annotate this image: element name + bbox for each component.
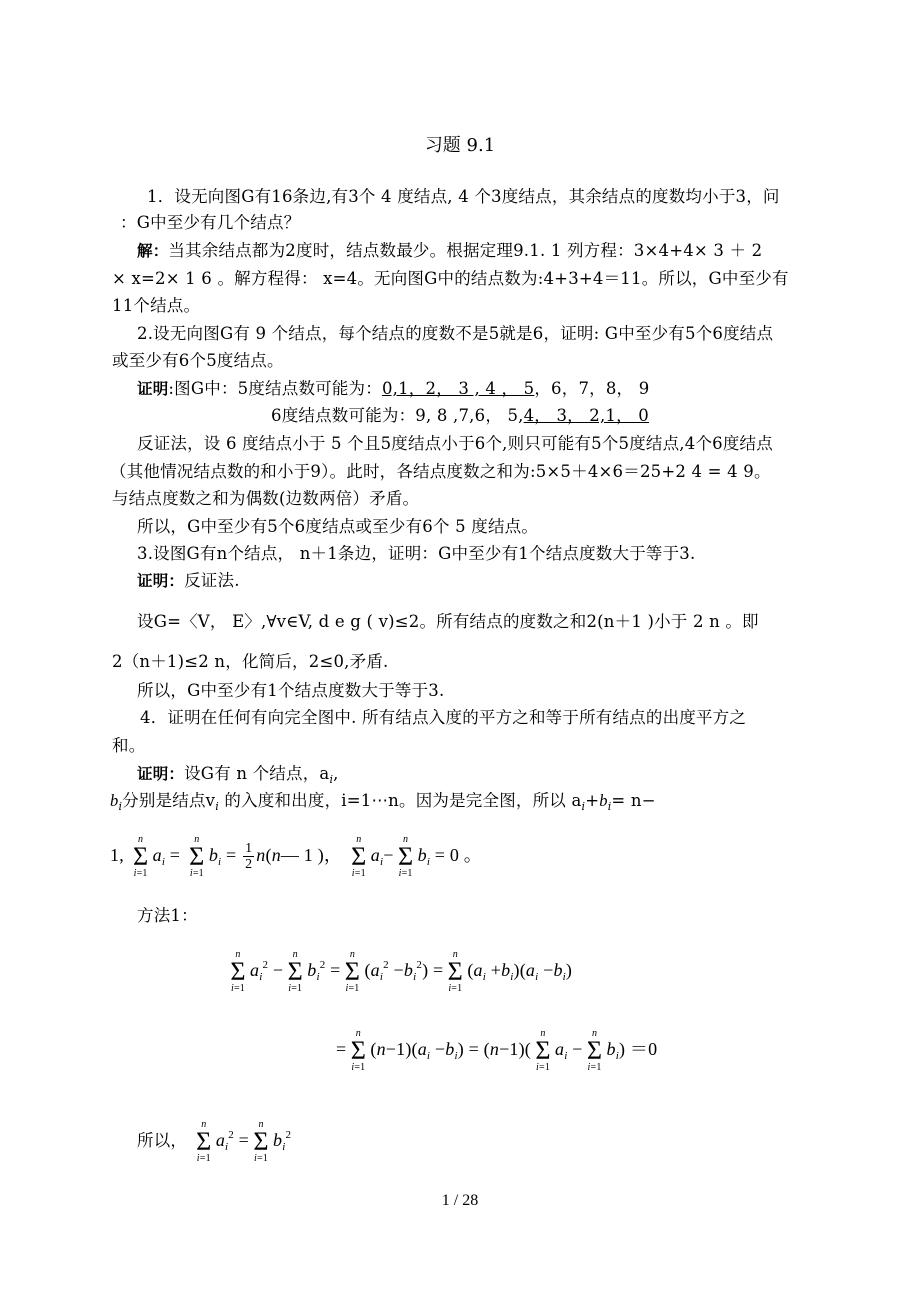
problem-4-conclusion: 所以， n Σ i=1 $a_i^2$ = n Σ i=1 $b_i^2$ — [137, 1118, 292, 1164]
problem-1-solution-end: 11个结点。 — [112, 296, 201, 315]
problem-2-contradiction-3: 与结点度数之和为偶数(边数两倍）矛盾。 — [112, 489, 420, 508]
summation-icon: n Σ i=1 — [132, 833, 149, 879]
summation-icon: n Σ i=1 — [189, 833, 205, 879]
problem-2-contradiction-1: 反证法，设 6 度结点小于 5 个且5度结点小于6个,则只可能有5个5度结点,4个6度结点 — [137, 434, 773, 453]
problem-4-equation: 1, n Σ i=1 $a_i$ = n Σ i=1 $b_i$ = $\frac{1}{2}$ n(n— 1 )， n Σ i=1 $a_i-$ n Σ i=1 $b_i = 0$ 。 — [110, 833, 482, 879]
problem-2-statement-cont: 或至少有6个5度结点。 — [112, 351, 284, 370]
summation-icon: n Σ i=1 — [586, 1027, 603, 1073]
underlined-values: 0,1，2， 3 , 4 ， 5 — [381, 379, 535, 398]
summation-icon: n Σ i=1 — [535, 1027, 551, 1073]
problem-1-statement: 1．设无向图G有16条边,有3个 4 度结点, 4 个3度结点，其余结点的度数均小于3，问 — [147, 187, 780, 206]
page-indicator: 1 / 28 — [441, 1192, 479, 1209]
summation-icon: n Σ i=1 — [351, 833, 367, 879]
problem-1-solution-cont: × x=2× 1 6 。解方程得： x=4。无向图G中的结点数为:4+3+4＝11。所以，G中至少有 — [112, 269, 789, 288]
underlined-values: 4， 3， 2,1， 0 — [523, 406, 649, 425]
problem-2-conclusion: 所以，G中至少有5个6度结点或至少有6个 5 度结点。 — [137, 517, 539, 536]
problem-4-proof: 证明：设G有 n 个结点，$a_i$, — [137, 764, 339, 786]
summation-icon: n Σ i=1 — [253, 1118, 269, 1164]
method-1-equation-1: n Σ i=1 $a_i^2$ − n Σ i=1 $b_i^2$ = n Σ i=1 $(a_i^2 -b_i^2)$ = n Σ i=1 $(a_i +b_i)(a_i -b_i)$ — [226, 940, 572, 1002]
problem-1-statement-cont: ：G中至少有几个结点？ — [120, 213, 301, 232]
proof-label: 证明： — [137, 572, 185, 590]
summation-icon: n Σ i=1 — [350, 1027, 367, 1073]
problem-4-statement: 4．证明在任何有向完全图中. 所有结点入度的平方之和等于所有结点的出度平方之 — [140, 708, 747, 727]
solution-label: 解： — [137, 242, 169, 260]
summation-icon: n Σ i=1 — [397, 833, 414, 879]
proof-label: 证明： — [137, 765, 185, 783]
summation-icon: n Σ i=1 — [287, 948, 303, 994]
proof-label: 证明 — [137, 380, 169, 398]
fraction-one-half: $\frac{1}{2}$ — [245, 841, 253, 873]
problem-3-proof: 证明：反证法. — [137, 571, 240, 590]
problem-4-proof-cont: $b_i$分别是结点$v_i$ 的入度和出度，i=1⋯n。因为是完全图，所以 $a_i+b_i= n-$ — [110, 791, 656, 813]
problem-2-proof-deg6: 6度结点数可能为：9, 8 ,7,6， 5,4， 3， 2,1， 0 — [271, 406, 649, 425]
page-title: 习题 9.1 — [424, 135, 496, 156]
problem-3-conclusion: 所以，G中至少有1个结点度数大于等于3. — [137, 681, 445, 700]
summation-icon: n Σ i=1 — [344, 948, 361, 994]
problem-2-proof-deg5: 证明:图G中：5度结点数可能为：0,1，2， 3 , 4 ， 5，6，7，8， 9 — [137, 379, 650, 398]
method-1-label: 方法1： — [137, 906, 198, 925]
problem-3-proof-line-2: 2（n＋1)≤2 n，化简后，2≤0,矛盾. — [112, 652, 389, 671]
problem-1-solution: 解：当其余结点都为2度时，结点数最少。根据定理9.1. 1 列方程：3×4+4× 3 ＋ 2 — [137, 241, 763, 260]
problem-4-statement-cont: 和。 — [112, 736, 146, 755]
problem-2-statement: 2.设无向图G有 9 个结点，每个结点的度数不是5就是6，证明: G中至少有5个6度结点 — [137, 324, 774, 343]
summation-icon: n Σ i=1 — [196, 1118, 212, 1164]
method-1-equation-2: = n Σ i=1 $(n-1)(a_i -b_i) = (n-1)$( n Σ i=1 $a_i$ − n Σ i=1 $b_i) =0$ — [336, 1027, 658, 1073]
summation-icon: n Σ i=1 — [447, 948, 463, 994]
summation-icon: n Σ i=1 — [230, 948, 246, 994]
problem-3-statement: 3.设图G有n个结点， n＋1条边，证明：G中至少有1个结点度数大于等于3. — [137, 544, 696, 563]
problem-2-contradiction-2: （其他情况结点数的和小于9）。此时，各结点度数之和为:5×5＋4×6＝25+2 4 = 4 9。 — [110, 462, 771, 481]
problem-3-proof-line: 设G=〈V， E〉,∀v∈V, d e g ( v)≤2。所有结点的度数之和2(n＋1 )小于 2 n 。即 — [137, 612, 759, 631]
